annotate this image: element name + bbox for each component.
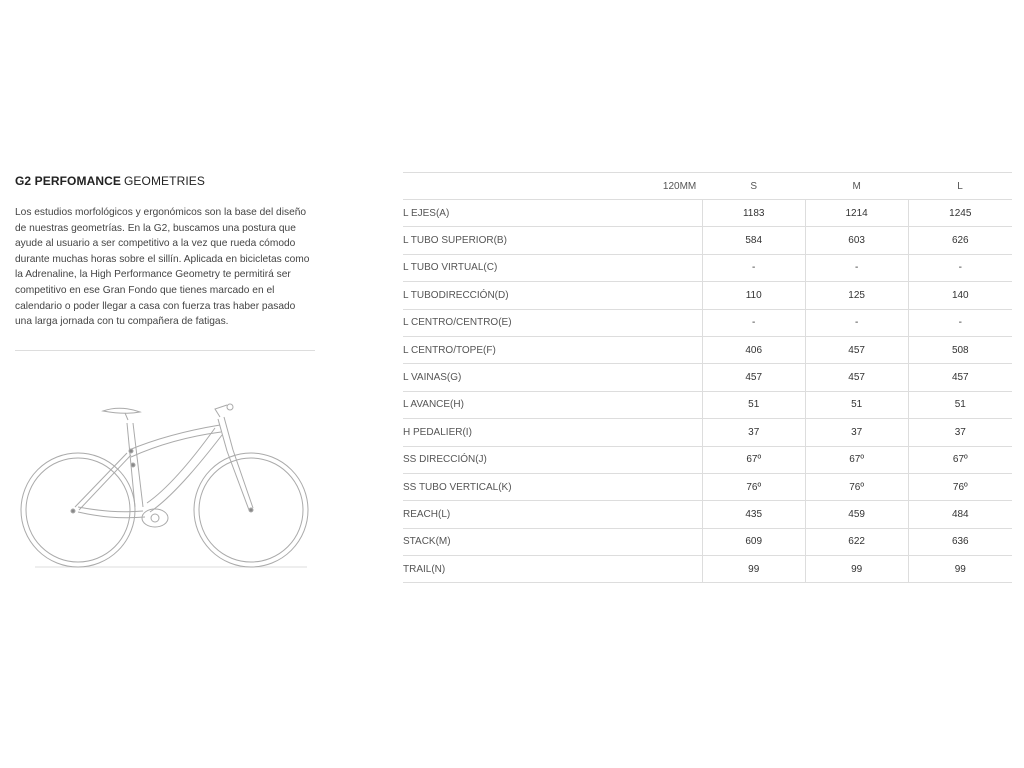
cell-m: 457 [805, 336, 908, 363]
table-row [403, 309, 1012, 336]
row-label: L CENTRO/TOPE(F) [403, 336, 702, 363]
cell-s: 76º [702, 473, 805, 500]
cell-s: - [702, 254, 805, 281]
table-row [403, 419, 1012, 446]
cell-m: 51 [805, 391, 908, 418]
table-row [403, 336, 1012, 363]
cell-l: 484 [908, 501, 1012, 528]
table-row [403, 501, 1012, 528]
cell-m: - [805, 254, 908, 281]
row-label: STACK(M) [403, 528, 702, 555]
cell-s: - [702, 309, 805, 336]
cell-l: - [908, 309, 1012, 336]
row-label: L CENTRO/CENTRO(E) [403, 309, 702, 336]
row-label: TRAIL(N) [403, 556, 702, 583]
section-title-bold: G2 PERFOMANCE [15, 174, 121, 188]
header-size-m: M [805, 173, 908, 200]
divider [15, 350, 315, 351]
section-title-light: GEOMETRIES [123, 174, 205, 188]
row-label: L VAINAS(G) [403, 364, 702, 391]
row-label: L AVANCE(H) [403, 391, 702, 418]
cell-s: 67º [702, 446, 805, 473]
row-label: L TUBO SUPERIOR(B) [403, 227, 702, 254]
cell-s: 406 [702, 336, 805, 363]
cell-l: 99 [908, 556, 1012, 583]
cell-l: 626 [908, 227, 1012, 254]
table-row [403, 282, 1012, 309]
row-label: L TUBO VIRTUAL(C) [403, 254, 702, 281]
cell-l: 51 [908, 391, 1012, 418]
cell-l: 140 [908, 282, 1012, 309]
cell-s: 110 [702, 282, 805, 309]
table-row [403, 200, 1012, 227]
cell-l: 67º [908, 446, 1012, 473]
table-row [403, 227, 1012, 254]
row-label: SS DIRECCIÓN(J) [403, 446, 702, 473]
cell-s: 99 [702, 556, 805, 583]
table-row [403, 556, 1012, 583]
table-row [403, 364, 1012, 391]
cell-s: 609 [702, 528, 805, 555]
section-description: Los estudios morfológicos y ergonómicos son la base del diseño de nuestras geometrías. En la G2, buscamos una postura que ayude al usuario a ser competitivo a la vez que rueda cómodo durante muchas horas sobre el sillín. Aplicada en bicicletas como la Adrenaline, la High Performance Geometry te permitirá ser competitivo en ese Gran Fondo que tienes marcado en el calendario o poder llegar a casa con fuerza tras haber pasado una larga jornada con tu compañera de fatigas. [15, 207, 310, 328]
header-size-l: L [908, 173, 1012, 200]
header-size-s: S [702, 173, 805, 200]
cell-m: 67º [805, 446, 908, 473]
row-label: H PEDALIER(I) [403, 419, 702, 446]
cell-m: - [805, 309, 908, 336]
table-row [403, 473, 1012, 500]
cell-l: - [908, 254, 1012, 281]
table-row [403, 254, 1012, 281]
cell-s: 37 [702, 419, 805, 446]
cell-l: 508 [908, 336, 1012, 363]
table-header-row [403, 173, 1012, 200]
cell-m: 37 [805, 419, 908, 446]
cell-m: 622 [805, 528, 908, 555]
cell-l: 76º [908, 473, 1012, 500]
bike-illustration-icon [15, 395, 315, 575]
cell-s: 584 [702, 227, 805, 254]
cell-m: 76º [805, 473, 908, 500]
cell-m: 603 [805, 227, 908, 254]
geometry-table [403, 172, 1012, 583]
cell-l: 1245 [908, 200, 1012, 227]
cell-m: 457 [805, 364, 908, 391]
cell-s: 435 [702, 501, 805, 528]
cell-l: 457 [908, 364, 1012, 391]
table-row [403, 391, 1012, 418]
cell-l: 636 [908, 528, 1012, 555]
cell-m: 125 [805, 282, 908, 309]
table-row [403, 446, 1012, 473]
cell-s: 457 [702, 364, 805, 391]
geometry-intro [15, 172, 315, 351]
row-label: REACH(L) [403, 501, 702, 528]
row-label: L EJES(A) [403, 200, 702, 227]
section-title [15, 172, 315, 190]
row-label: SS TUBO VERTICAL(K) [403, 473, 702, 500]
table-row [403, 528, 1012, 555]
cell-m: 459 [805, 501, 908, 528]
cell-s: 51 [702, 391, 805, 418]
header-travel: 120MM [403, 173, 702, 200]
cell-s: 1183 [702, 200, 805, 227]
cell-m: 1214 [805, 200, 908, 227]
row-label: L TUBODIRECCIÓN(D) [403, 282, 702, 309]
cell-m: 99 [805, 556, 908, 583]
cell-l: 37 [908, 419, 1012, 446]
